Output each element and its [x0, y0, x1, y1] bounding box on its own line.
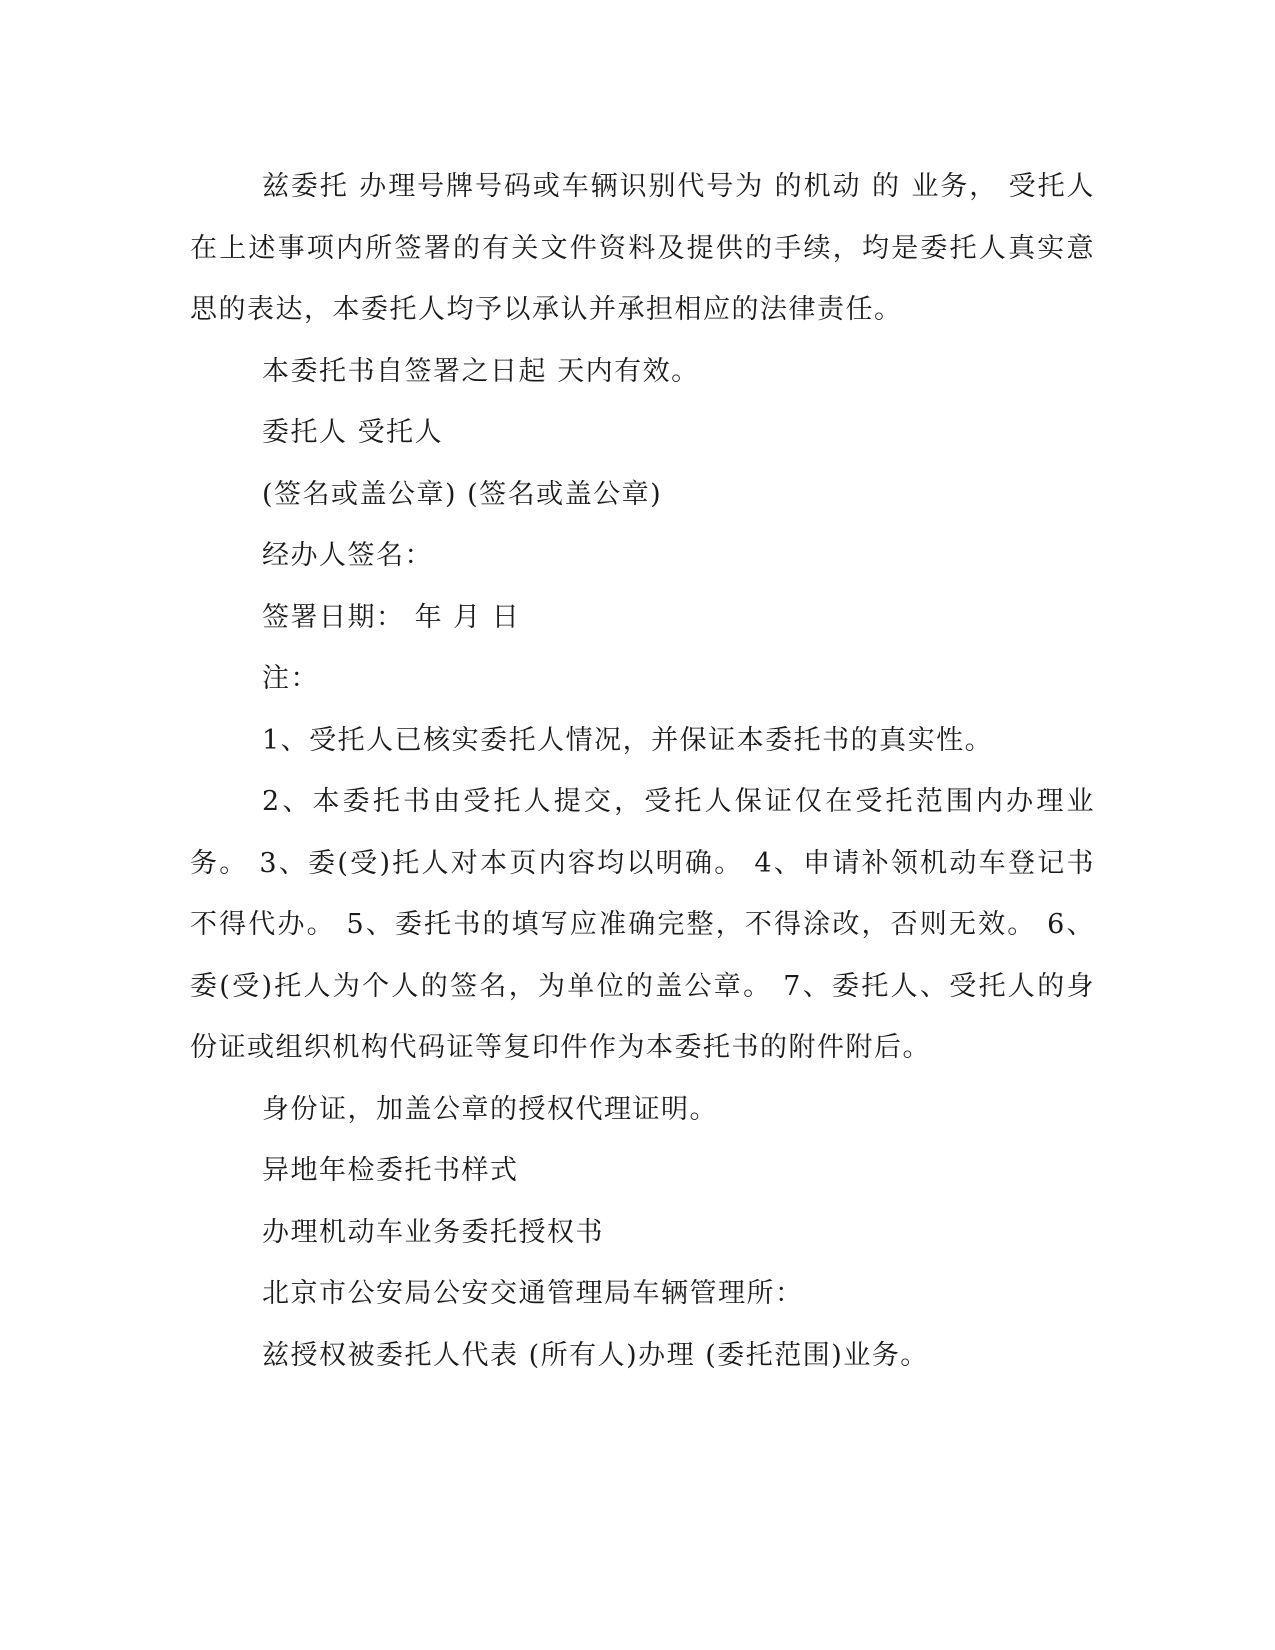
paragraph-handler-signature: 经办人签名： [262, 540, 433, 571]
paragraph-sign-date: 签署日期： 年 月 日 [262, 601, 521, 633]
paragraph-addressee: 北京市公安局公安交通管理局车辆管理所： [262, 1278, 804, 1309]
paragraph-note-heading: 注： [262, 663, 319, 694]
paragraph-note-1: 1、受托人已核实委托人情况，并保证本委托书的真实性。 [262, 724, 994, 756]
document-body [190, 156, 1095, 1386]
paragraph-sample-title: 异地年检委托书样式 [262, 1155, 519, 1186]
paragraph-authorization-body: 兹授权被委托人代表 (所有人)办理 (委托范围)业务。 [262, 1339, 929, 1371]
paragraph-notes-2-7: 2、本委托书由受托人提交，受托人保证仅在受托范围内办理业务。 3、委(受)托人对本页内容均以明确。 4、申请补领机动车登记书不得代办。 5、委托书的填写应准确完整，不得涂改，否则无效。 6、委(受)托人为个人的签名，为单位的盖公章。 7、委托人、受托人的身份证或组织机构代码证等复印件作为本委托书的附件附后。 [190, 786, 1095, 1063]
paragraph-signature-note: (签名或盖公章) (签名或盖公章) [262, 478, 663, 510]
paragraph-id-proof: 身份证，加盖公章的授权代理证明。 [262, 1093, 718, 1125]
paragraph-authorization-statement: 兹委托 办理号牌号码或车辆识别代号为 的机动 的 业务， 受托人在上述事项内所签署的有关文件资料及提供的手续，均是委托人真实意思的表达，本委托人均予以承认并承担相应的法律责任。 [190, 171, 1095, 325]
paragraph-validity-period: 本委托书自签署之日起 天内有效。 [262, 355, 700, 387]
paragraph-parties: 委托人 受托人 [262, 417, 444, 448]
paragraph-authorization-title: 办理机动车业务委托授权书 [262, 1216, 604, 1248]
